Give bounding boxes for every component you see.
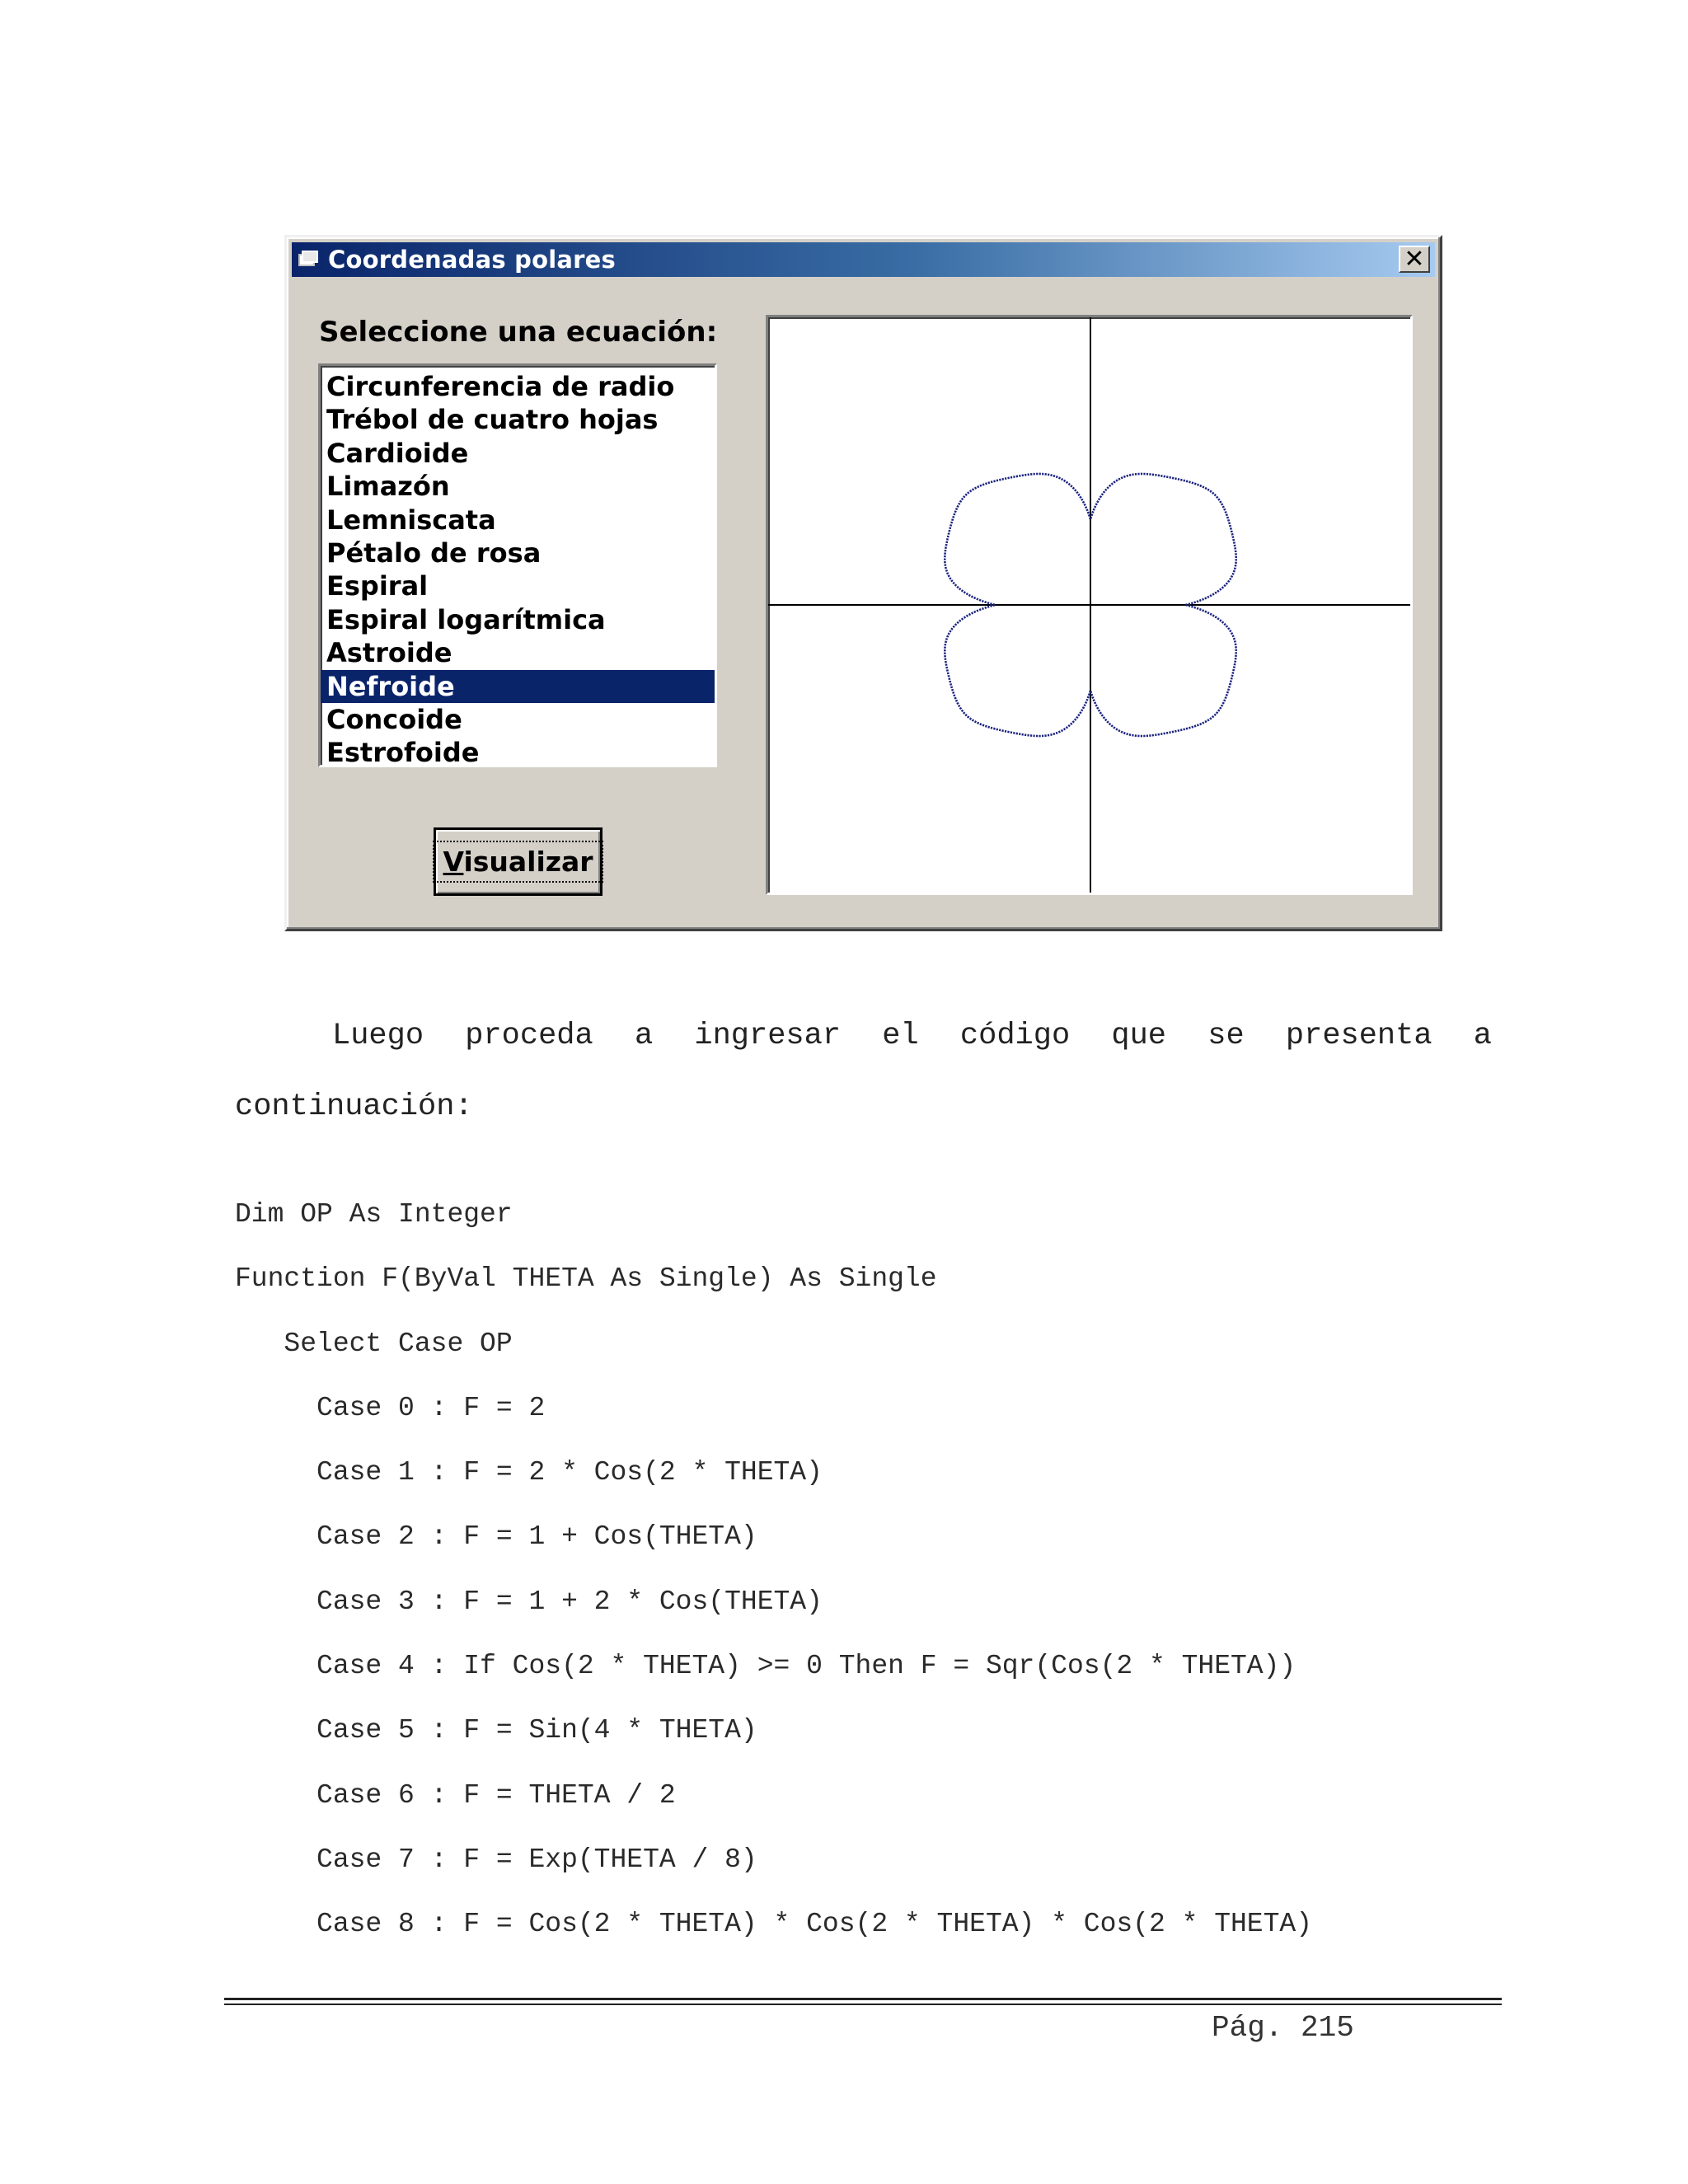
- equation-list-item[interactable]: Cardioide: [326, 437, 469, 469]
- close-button[interactable]: [1399, 246, 1430, 273]
- equation-list-item[interactable]: Circunferencia de radio: [326, 371, 675, 402]
- code-line: Case 0 : F = 2: [235, 1392, 546, 1423]
- equation-list-item[interactable]: Limazón: [326, 471, 450, 503]
- close-icon: ✕: [1404, 244, 1425, 274]
- code-line: Case 3 : F = 1 + 2 * Cos(THETA): [235, 1586, 823, 1617]
- polar-plot-svg: [768, 317, 1410, 893]
- paragraph-word: proceda: [465, 1019, 593, 1053]
- code-line: Case 5 : F = Sin(4 * THETA): [235, 1715, 757, 1746]
- code-line: Case 6 : F = THETA / 2: [235, 1779, 676, 1811]
- code-line: Function F(ByVal THETA As Single) As Single: [235, 1263, 937, 1295]
- paragraph-word: que: [1111, 1019, 1167, 1053]
- code-line: Case 8 : F = Cos(2 * THETA) * Cos(2 * THETA) * Cos(2 * THETA): [235, 1909, 1313, 1940]
- paragraph-word: ingresar: [694, 1019, 842, 1053]
- equation-list-item[interactable]: Espiral logarítmica: [326, 603, 606, 635]
- paragraph-word: Luego: [332, 1019, 424, 1053]
- equation-list-item[interactable]: Nefroide: [321, 670, 715, 703]
- code-listing: [235, 1199, 1312, 1974]
- code-line: Dim OP As Integer: [235, 1199, 513, 1230]
- equation-list-item[interactable]: Estrofoide: [326, 737, 480, 767]
- paragraph-word: presenta: [1285, 1019, 1432, 1053]
- intro-paragraph-line2: continuación:: [235, 1090, 473, 1124]
- visualizar-button-label: Visualizar: [433, 841, 603, 883]
- app-icon: [298, 251, 320, 269]
- window-title: Coordenadas polares: [328, 246, 616, 274]
- equation-prompt-label: Seleccione una ecuación:: [319, 316, 718, 349]
- page-number: Pág. 215: [1212, 2011, 1354, 2045]
- paragraph-word: a: [634, 1019, 654, 1053]
- visualizar-button[interactable]: [434, 827, 603, 896]
- code-line: Select Case OP: [235, 1328, 513, 1359]
- equation-list-item[interactable]: Espiral: [326, 570, 429, 602]
- app-window: [284, 235, 1442, 931]
- code-line: Case 2 : F = 1 + Cos(THETA): [235, 1521, 757, 1553]
- paragraph-word: a: [1473, 1019, 1492, 1053]
- paragraph-word: se: [1207, 1019, 1245, 1053]
- code-line: Case 7 : F = Exp(THETA / 8): [235, 1844, 757, 1875]
- equation-list-item[interactable]: Pétalo de rosa: [326, 537, 542, 569]
- paragraph-word: el: [882, 1019, 919, 1053]
- title-bar[interactable]: [292, 242, 1435, 277]
- code-line: Case 1 : F = 2 * Cos(2 * THETA): [235, 1457, 823, 1488]
- footer-rule-secondary: [224, 2004, 1502, 2005]
- footer-rule: [224, 1998, 1502, 2000]
- code-line: Case 4 : If Cos(2 * THETA) >= 0 Then F = Sqr(Cos(2 * THETA)): [235, 1651, 1296, 1682]
- intro-paragraph-line1: [235, 1019, 1492, 1053]
- polar-plot-canvas: [766, 315, 1413, 895]
- equation-list-item[interactable]: Astroide: [326, 637, 452, 669]
- equation-list-item[interactable]: Trébol de cuatro hojas: [326, 404, 659, 436]
- equation-listbox[interactable]: [318, 363, 717, 767]
- paragraph-word: código: [959, 1019, 1071, 1053]
- equation-list-item[interactable]: Lemniscata: [326, 504, 496, 536]
- equation-list-item[interactable]: Concoide: [326, 703, 462, 735]
